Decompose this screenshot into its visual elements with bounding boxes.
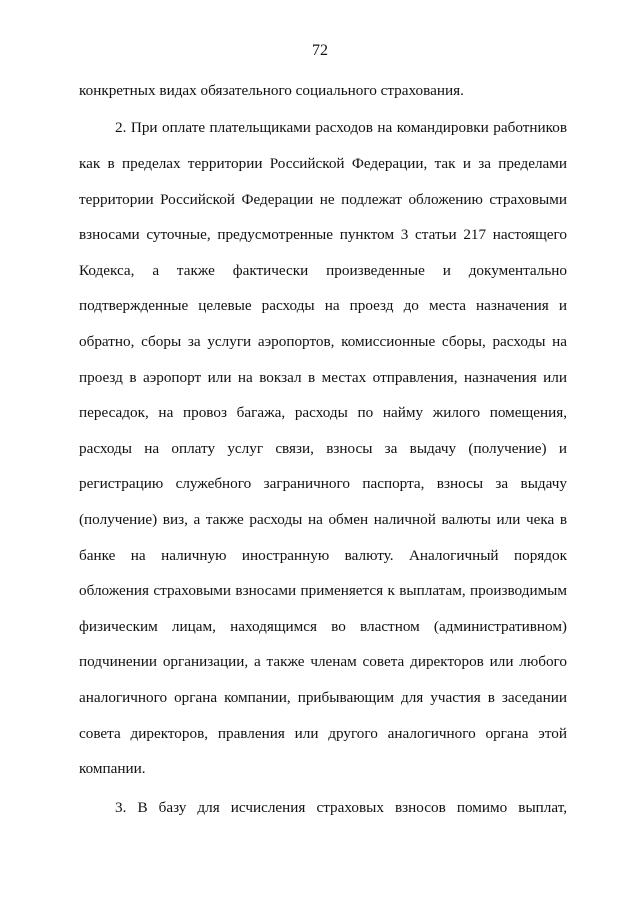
- paragraph-3-start: 3. В базу для исчисления страховых взносов помимо выплат,: [115, 799, 567, 816]
- text-line: пересадок, на провоз багажа, расходы по найму жилого помещения,: [79, 404, 567, 421]
- text-line: конкретных видах обязательного социального страхования.: [79, 82, 464, 99]
- text-line: регистрацию служебного заграничного паспорта, взносы за выдачу: [79, 475, 567, 492]
- paragraph-2-start: 2. При оплате плательщиками расходов на командировки работников: [115, 119, 567, 136]
- text-line: физическим лицам, находящимся во властном (административном): [79, 618, 567, 635]
- text-line: аналогичного органа компании, прибывающим для участия в заседании: [79, 689, 567, 706]
- text-line: компании.: [79, 760, 146, 777]
- text-line: территории Российской Федерации не подлежат обложению страховыми: [79, 191, 567, 208]
- page-number: 72: [312, 42, 328, 59]
- text-line: (получение) виз, а также расходы на обмен наличной валюты или чека в: [79, 511, 567, 528]
- text-line: подтвержденные целевые расходы на проезд до места назначения и: [79, 297, 567, 314]
- text-line: проезд в аэропорт или на вокзал в местах отправления, назначения или: [79, 369, 567, 386]
- text-line: обложения страховыми взносами применяется к выплатам, производимым: [79, 582, 567, 599]
- text-line: как в пределах территории Российской Федерации, так и за пределами: [79, 155, 567, 172]
- text-line: подчинении организации, а также членам совета директоров или любого: [79, 653, 567, 670]
- text-line: расходы на оплату услуг связи, взносы за выдачу (получение) и: [79, 440, 567, 457]
- text-line: совета директоров, правления или другого аналогичного органа этой: [79, 725, 567, 742]
- text-line: банке на наличную иностранную валюту. Аналогичный порядок: [79, 547, 567, 564]
- text-line: Кодекса, а также фактически произведенные и документально: [79, 262, 567, 279]
- text-line: обратно, сборы за услуги аэропортов, комиссионные сборы, расходы на: [79, 333, 567, 350]
- text-line: взносами суточные, предусмотренные пунктом 3 статьи 217 настоящего: [79, 226, 567, 243]
